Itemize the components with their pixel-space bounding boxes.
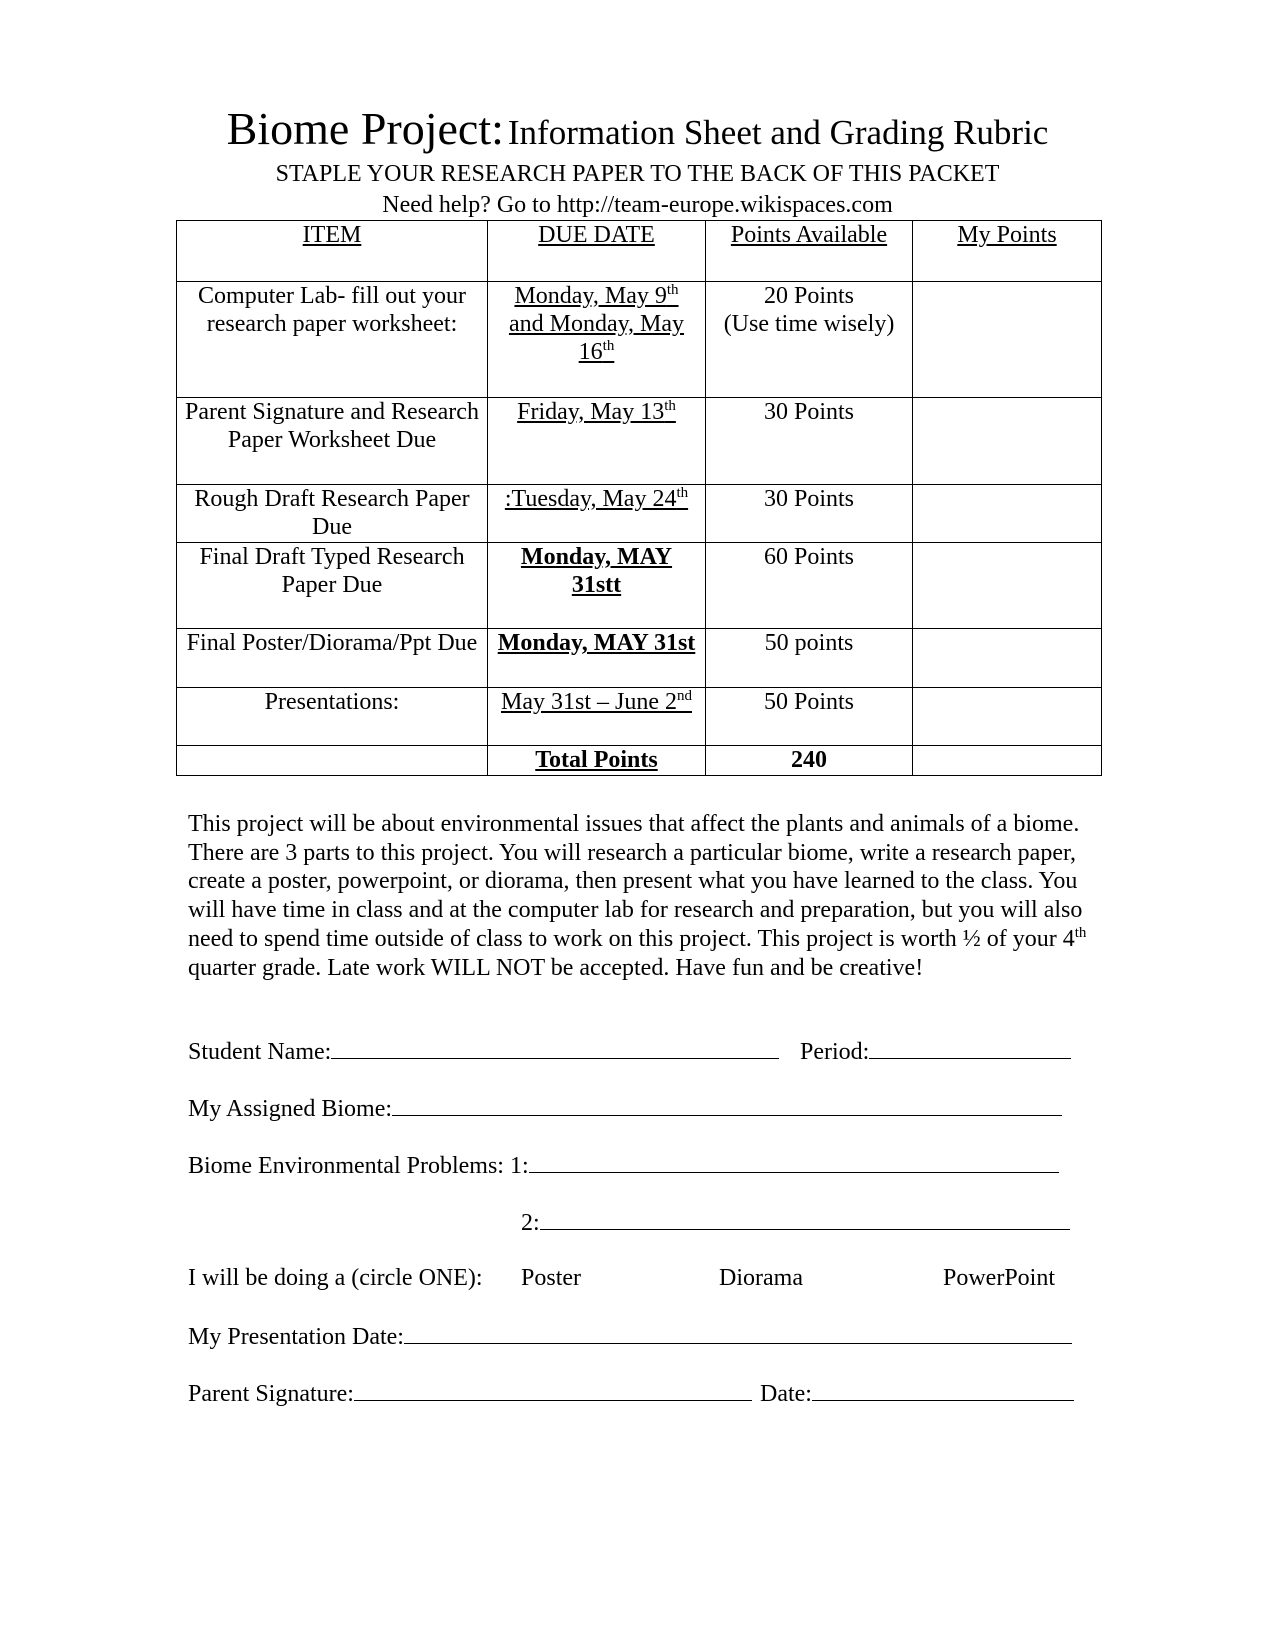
total-empty-cell (177, 746, 488, 776)
signature-label: Parent Signature: (188, 1381, 354, 1407)
due-date-text: Friday, May 13 (517, 399, 665, 425)
due-date-text: May 31st – June 2 (501, 689, 677, 715)
problem-1-field[interactable] (529, 1150, 1059, 1173)
signature-field[interactable] (354, 1378, 752, 1401)
row-my-points[interactable] (913, 282, 1102, 398)
due-date-text: and Monday, May 16 (508, 311, 685, 365)
row-points: 30 Points (706, 485, 913, 543)
problem-2-field[interactable] (540, 1207, 1070, 1230)
due-date-suffix: th (676, 485, 689, 501)
problem-1-row (188, 1150, 1059, 1180)
grading-rubric-table (176, 220, 1102, 776)
parent-signature-row (188, 1378, 752, 1408)
row-item: Parent Signature and Research Paper Worksheet Due (177, 398, 488, 485)
description-text-end: quarter grade. Late work WILL NOT be accepted. Have fun and be creative! (188, 954, 924, 981)
table-row (177, 398, 1102, 485)
help-note: Need help? Go to http://team-europe.wikispaces.com (382, 192, 893, 218)
student-name-row (188, 1036, 779, 1066)
due-date-text: Monday, May 9 (514, 283, 667, 309)
signature-date-field[interactable] (812, 1378, 1074, 1401)
student-name-label: Student Name: (188, 1039, 332, 1065)
row-points: 50 Points (706, 688, 913, 746)
points-note: (Use time wisely) (723, 311, 895, 337)
due-date-text: Monday, MAY 31stt (520, 544, 673, 598)
student-name-field[interactable] (331, 1036, 779, 1059)
due-date-text: Monday, MAY 31st (497, 630, 696, 656)
title-subtitle: Information Sheet and Grading Rubric (507, 113, 1049, 152)
due-date-suffix: nd (677, 688, 692, 704)
presentation-date-row (188, 1321, 1072, 1351)
points-value: 20 Points (763, 283, 855, 309)
choice-poster[interactable]: Poster (521, 1265, 581, 1291)
total-value-cell (706, 746, 913, 776)
row-points: 30 Points (706, 398, 913, 485)
row-points (706, 282, 913, 398)
row-my-points[interactable] (913, 398, 1102, 485)
row-due-date (488, 398, 706, 485)
row-item: Computer Lab- fill out your research paper worksheet: (177, 282, 488, 398)
project-description (188, 810, 1088, 982)
biome-field[interactable] (392, 1093, 1062, 1116)
table-row (177, 282, 1102, 398)
row-points: 60 Points (706, 543, 913, 629)
row-item: Rough Draft Research Paper Due (177, 485, 488, 543)
total-value: 240 (791, 747, 827, 773)
staple-note: STAPLE YOUR RESEARCH PAPER TO THE BACK OF THIS PACKET (275, 161, 1000, 187)
choice-row (188, 1264, 483, 1292)
table-row (177, 688, 1102, 746)
row-my-points[interactable] (913, 485, 1102, 543)
total-my-points[interactable] (913, 746, 1102, 776)
header-my-points: My Points (957, 222, 1057, 248)
table-row (177, 629, 1102, 688)
choice-label: I will be doing a (circle ONE): (188, 1265, 483, 1291)
row-my-points[interactable] (913, 688, 1102, 746)
table-total-row (177, 746, 1102, 776)
title-main: Biome Project: (226, 103, 504, 154)
table-header-row (177, 221, 1102, 282)
date-label: Date: (760, 1381, 812, 1407)
assigned-biome-row (188, 1093, 1062, 1123)
due-date-suffix: th (666, 282, 679, 298)
row-points: 50 points (706, 629, 913, 688)
choice-powerpoint[interactable]: PowerPoint (943, 1265, 1056, 1291)
row-due-date (488, 629, 706, 688)
period-label: Period: (800, 1039, 870, 1065)
total-label: Total Points (535, 747, 658, 773)
problem-2-row (521, 1207, 1070, 1237)
period-field[interactable] (869, 1036, 1071, 1059)
row-my-points[interactable] (913, 543, 1102, 629)
header-item: ITEM (302, 222, 362, 248)
due-date-suffix: th (602, 338, 615, 354)
row-item: Presentations: (177, 688, 488, 746)
row-my-points[interactable] (913, 629, 1102, 688)
problems-label: Biome Environmental Problems: 1: (188, 1153, 529, 1179)
total-label-cell (488, 746, 706, 776)
table-row (177, 485, 1102, 543)
row-due-date (488, 282, 706, 398)
table-row (177, 543, 1102, 629)
due-date-suffix: th (664, 398, 676, 414)
presentation-label: My Presentation Date: (188, 1324, 404, 1350)
description-suffix: th (1074, 924, 1087, 941)
period-row (800, 1036, 1071, 1066)
row-due-date (488, 485, 706, 543)
problem-2-label: 2: (521, 1210, 540, 1236)
row-due-date (488, 543, 706, 629)
choice-diorama[interactable]: Diorama (719, 1265, 803, 1291)
row-item: Final Draft Typed Research Paper Due (177, 543, 488, 629)
description-text: This project will be about environmental issues that affect the plants and animals of a biome. There are 3 parts to this project. You will research a particular biome, write a research paper, create a poster, powerpoint, or diorama, then present what you have learned to the class. You will have time in class and at the computer lab for research and preparation, but you will also need to spend time outside of class to work on this project. This project is worth ½ of your 4 (188, 811, 1083, 952)
header-due-date: DUE DATE (538, 222, 655, 248)
due-date-text: :Tuesday, May 24 (504, 486, 677, 512)
signature-date-row (760, 1378, 1074, 1408)
row-due-date (488, 688, 706, 746)
row-item: Final Poster/Diorama/Ppt Due (177, 629, 488, 688)
biome-label: My Assigned Biome: (188, 1096, 393, 1122)
presentation-date-field[interactable] (404, 1321, 1072, 1344)
page-title (0, 103, 1275, 154)
header-points-available: Points Available (730, 222, 888, 248)
